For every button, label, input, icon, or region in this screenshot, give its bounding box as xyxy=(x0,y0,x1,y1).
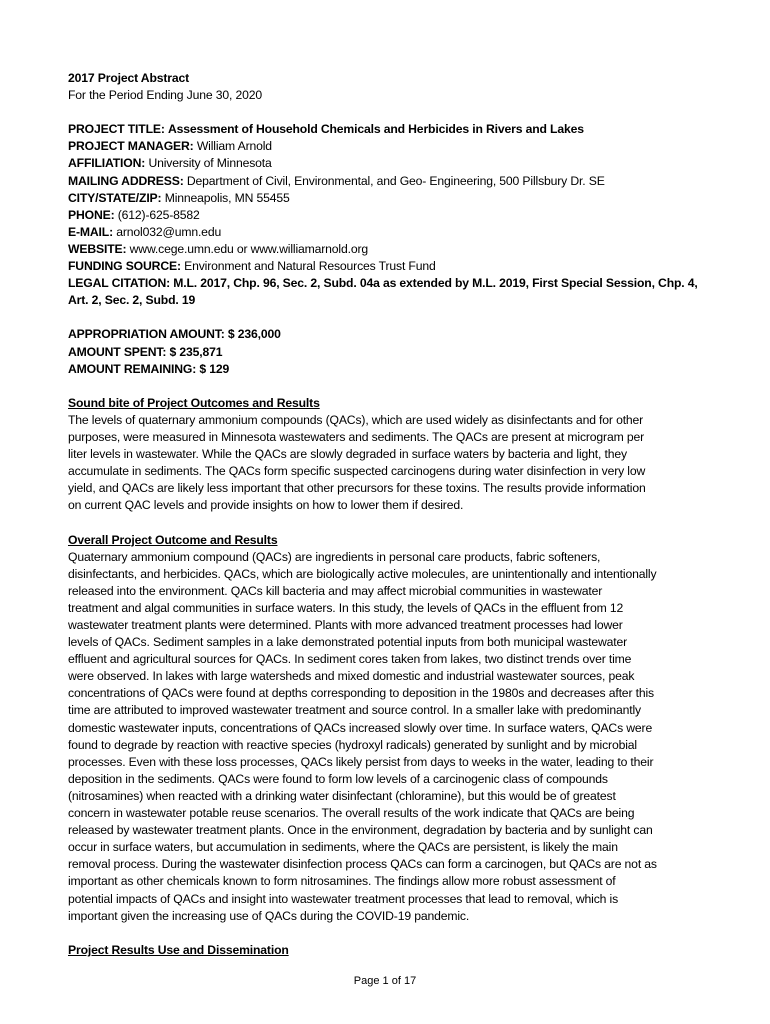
funding-value: Environment and Natural Resources Trust Fund xyxy=(184,259,436,274)
abstract-title: 2017 Project Abstract xyxy=(68,71,190,85)
phone-value: (612)-625-8582 xyxy=(117,207,200,222)
overall-heading: Overall Project Outcome and Results xyxy=(68,532,278,547)
paragraph-line: occur in surface waters, but accumulation in sediments, where the QACs are persistent, is likely the main xyxy=(68,840,618,855)
paragraph-line: on current QAC levels and provide insights on how to lower them if desired. xyxy=(68,498,464,513)
paragraph-line: wastewater treatment plants were determined. Plants with more advanced treatment processes had lower xyxy=(68,618,623,632)
email-label: E-MAIL: xyxy=(68,224,113,239)
paragraph-line: yield, and QACs are likely less important that other precursors for these toxins. The results provide information xyxy=(68,481,646,496)
city-row xyxy=(68,190,718,207)
paragraph-line: important as other chemicals known to form nitrosamines. The findings allow more robust assessment of xyxy=(68,874,616,889)
project-title-row xyxy=(68,121,718,138)
paragraph-line: purposes, were measured in Minnesota wastewaters and sediments. The QACs are present at microgram per xyxy=(68,429,644,444)
manager-label: PROJECT MANAGER: xyxy=(68,139,194,154)
paragraph-line: domestic wastewater inputs, concentrations of QACs increased slowly over time. In surface waters, QACs were xyxy=(68,720,653,735)
project-title-label: PROJECT TITLE: xyxy=(68,122,165,137)
paragraph-line: removal process. During the wastewater disinfection process QACs can form a carcinogen, but QACs are not as xyxy=(68,857,657,872)
paragraph-line: treatment and algal communities in surface waters. In this study, the levels of QACs in the effluent from 12 xyxy=(68,600,624,615)
legal-citation-line-2: Art. 2, Sec. 2, Subd. 19 xyxy=(68,293,196,308)
website-row xyxy=(68,241,718,258)
dissemination-heading: Project Results Use and Dissemination xyxy=(68,942,289,957)
paragraph-line: important given the increasing use of QACs during the COVID-19 pandemic. xyxy=(68,908,470,923)
mailing-row xyxy=(68,173,718,190)
project-title-value: Assessment of Household Chemicals and Herbicides in Rivers and Lakes xyxy=(168,122,584,137)
soundbite-paragraph xyxy=(68,412,718,515)
paragraph-line: released into the environment. QACs kill bacteria and may affect microbial communities in wastewater xyxy=(68,583,603,598)
overall-paragraph xyxy=(68,549,718,925)
paragraph-line: deposition in the sediments. QACs were found to form low levels of a carcinogenic class of compounds xyxy=(68,771,608,786)
document-page xyxy=(68,70,718,959)
paragraph-line: concern in wastewater potable reuse scenarios. The overall results of the work indicate that QACs are being xyxy=(68,806,635,821)
page-number: Page 1 of 17 xyxy=(353,975,417,987)
paragraph-line: (nitrosamines) when reacted with a drinking water disinfectant (chloramine), but this would be of greatest xyxy=(68,788,616,803)
website-label: WEBSITE: xyxy=(68,241,127,256)
soundbite-heading: Sound bite of Project Outcomes and Results xyxy=(68,395,320,410)
paragraph-line: liter levels in wastewater. While the QACs are slowly degraded in surface waters by bacteria and light, they xyxy=(68,447,627,462)
paragraph-line: levels of QACs. Sediment samples in a lake demonstrated potential inputs from both municipal wastewater xyxy=(68,635,627,650)
phone-row xyxy=(68,207,718,224)
paragraph-line: Quaternary ammonium compound (QACs) are ingredients in personal care products, fabric softeners, xyxy=(68,549,601,564)
paragraph-line: were observed. In lakes with large watersheds and mixed domestic and industrial wastewater sources, peak xyxy=(68,669,635,684)
paragraph-line: accumulate in sediments. The QACs form specific suspected carcinogens during water disinfection in very low xyxy=(68,464,646,479)
city-value: Minneapolis, MN 55455 xyxy=(164,190,290,205)
mailing-value: Department of Civil, Environmental, and Geo- Engineering, 500 Pillsbury Dr. SE xyxy=(186,173,605,188)
paragraph-line: processes. Even with these loss processes, QACs likely persist from days to weeks in the water, leading to their xyxy=(68,754,654,769)
paragraph-line: effluent and agricultural sources for QACs. In sediment cores taken from lakes, two distinct trends over time xyxy=(68,652,632,667)
paragraph-line: potential impacts of QACs and insight into wastewater treatment processes that lead to removal, which is xyxy=(68,891,619,906)
legal-citation-line-1: LEGAL CITATION: M.L. 2017, Chp. 96, Sec. 2, Subd. 04a as extended by M.L. 2019, First Special Session, Chp. 4, xyxy=(68,276,698,291)
manager-value: William Arnold xyxy=(196,139,272,154)
paragraph-line: The levels of quaternary ammonium compounds (QACs), which are used widely as disinfectants and for other xyxy=(68,412,644,427)
paragraph-line: released by wastewater treatment plants. Once in the environment, degradation by bacteria and by sunlight can xyxy=(68,823,653,838)
email-row xyxy=(68,224,718,241)
amount-remaining: AMOUNT REMAINING: $ 129 xyxy=(68,361,230,376)
period-line: For the Period Ending June 30, 2020 xyxy=(68,88,262,103)
manager-row xyxy=(68,138,718,155)
phone-label: PHONE: xyxy=(68,207,115,222)
website-value: www.cege.umn.edu or www.williamarnold.org xyxy=(129,241,369,256)
paragraph-line: disinfectants, and herbicides. QACs, which are biologically active molecules, are unintentionally and intentionally xyxy=(68,566,657,581)
city-label: CITY/STATE/ZIP: xyxy=(68,190,162,205)
paragraph-line: found to degrade by reaction with reactive species (hydroxyl radicals) generated by sunlight and by microbial xyxy=(68,737,637,752)
paragraph-line: concentrations of QACs were found at depths corresponding to deposition in the 1980s and decreases after this xyxy=(68,686,654,701)
appropriation-amount: APPROPRIATION AMOUNT: $ 236,000 xyxy=(68,327,281,342)
affiliation-label: AFFILIATION: xyxy=(68,156,146,171)
affiliation-value: University of Minnesota xyxy=(148,156,272,171)
affiliation-row xyxy=(68,155,718,172)
funding-row xyxy=(68,258,718,275)
amount-spent: AMOUNT SPENT: $ 235,871 xyxy=(68,344,223,359)
mailing-label: MAILING ADDRESS: xyxy=(68,173,184,188)
funding-label: FUNDING SOURCE: xyxy=(68,259,181,274)
paragraph-line: time are attributed to improved wastewater treatment and source control. In a smaller lake with predominantly xyxy=(68,703,641,718)
email-value: arnol032@umn.edu xyxy=(116,224,222,239)
